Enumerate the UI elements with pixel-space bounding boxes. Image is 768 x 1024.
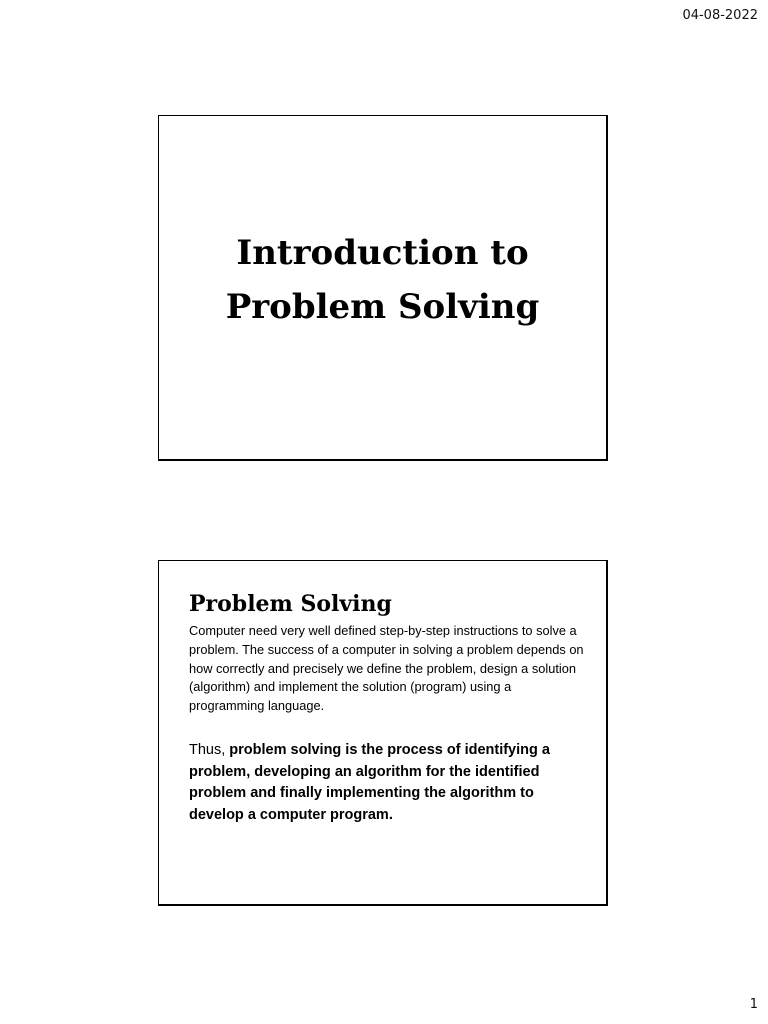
slide-body-text: Computer need very well defined step-by-step instructions to solve a problem. The success of a computer in solving a problem depends on how correctly and precisely we define the problem, design a solution (algorithm) and implement the solution (program) using a programming language. xyxy=(189,623,584,714)
conclusion-prefix: Thus, xyxy=(189,742,230,758)
slide-conclusion xyxy=(189,740,589,826)
page-date: 04-08-2022 xyxy=(682,8,758,23)
page-number: 1 xyxy=(749,997,758,1012)
slide-title-line-2: Problem Solving xyxy=(225,287,540,327)
conclusion-definition: problem solving is the process of identifying a problem, developing an algorithm for the identified problem and finally implementing the algorithm to develop a computer program. xyxy=(189,742,550,823)
slide-title-line-1: Introduction to xyxy=(236,233,529,273)
slide-problem-solving xyxy=(158,560,608,906)
slide-heading: Problem Solving xyxy=(189,591,392,617)
slide-title xyxy=(158,115,608,461)
slide-title-heading xyxy=(159,226,606,334)
